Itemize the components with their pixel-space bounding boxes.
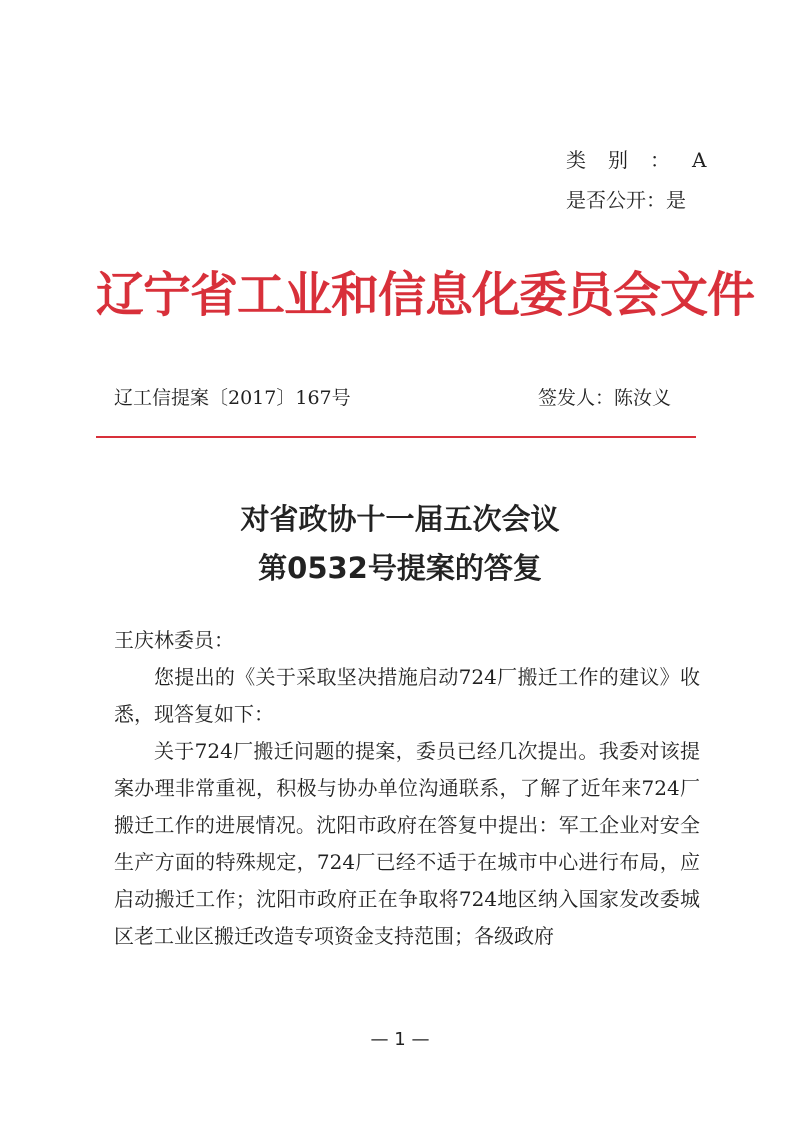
body-paragraph-2: 关于724厂搬迁问题的提案，委员已经几次提出。我委对该提案办理非常重视，积极与协办单位沟通联系，了解了近年来724厂搬迁工作的进展情况。沈阳市政府在答复中提出：军工企业对安全生产方面的特殊规定，724厂已经不适于在城市中心进行布局，应启动搬迁工作；沈阳市政府正在争取将724地区纳入国家发改委城区老工业区搬迁改造专项资金支持范围；各级政府 xyxy=(114,739,700,948)
issuer-label: 签发人： xyxy=(538,387,615,409)
issuer xyxy=(538,385,671,411)
issuer-name: 陈汝义 xyxy=(614,387,672,409)
salutation: 王庆林委员： xyxy=(114,628,234,652)
letterhead-title: 辽宁省工业和信息化委员会文件 xyxy=(96,267,755,323)
document-body xyxy=(114,622,700,955)
page-number: — 1 — xyxy=(370,1029,430,1050)
category-value: A xyxy=(692,148,707,172)
document-heading-line-1: 对省政协十一届五次会议 xyxy=(240,502,560,536)
document-heading-line-2: 第0532号提案的答复 xyxy=(258,551,542,585)
body-paragraph-1: 您提出的《关于采取坚决措施启动724厂搬迁工作的建议》收悉，现答复如下： xyxy=(114,665,700,726)
category-row xyxy=(566,146,706,174)
category-label: 类别： xyxy=(566,148,692,172)
public-label: 是否公开： xyxy=(566,188,666,212)
public-row xyxy=(566,186,686,214)
public-value: 是 xyxy=(666,188,686,212)
document-number: 辽工信提案〔2017〕167号 xyxy=(114,387,351,409)
red-divider xyxy=(96,436,696,438)
